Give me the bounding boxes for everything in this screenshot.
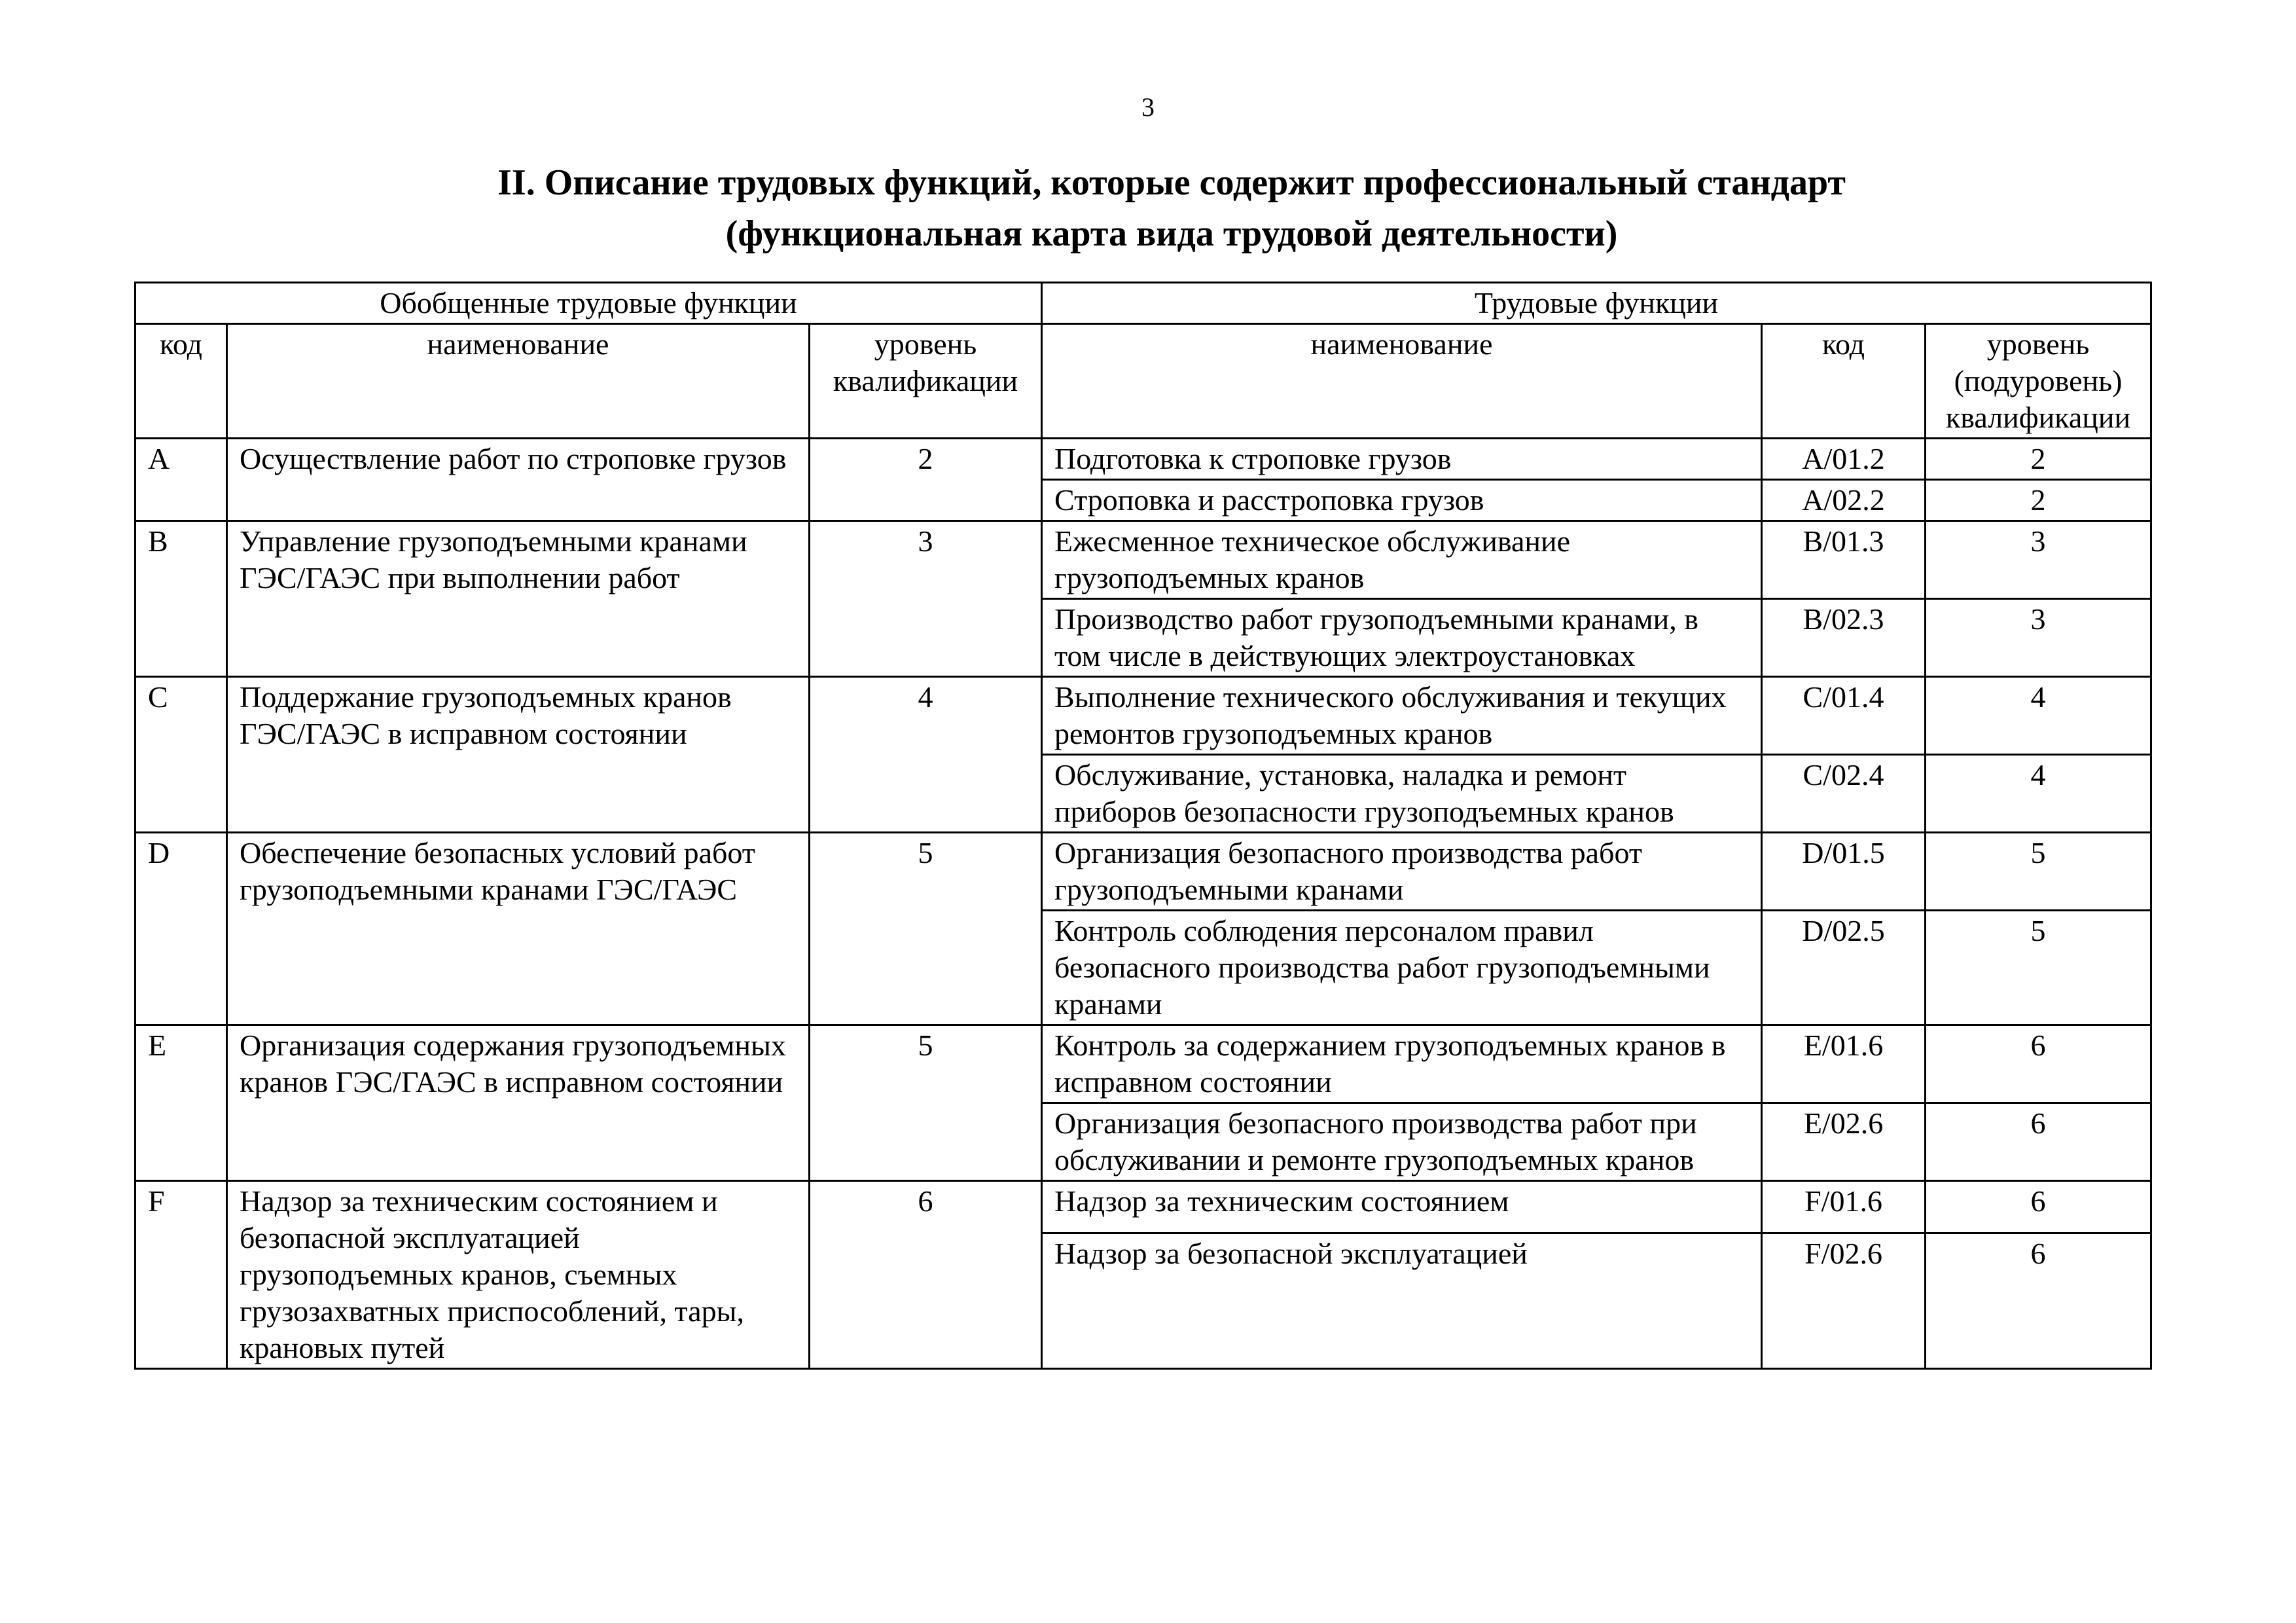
gen-function-level: 4 — [810, 677, 1042, 833]
gen-function-code: E — [135, 1025, 227, 1181]
column-header-gen-level: уровень квалификации — [810, 324, 1042, 439]
gen-function-code: D — [135, 833, 227, 1025]
page-title — [196, 157, 2147, 259]
group-header-row — [135, 283, 2151, 324]
labor-function-level: 4 — [1926, 677, 2151, 755]
page-number: 3 — [1141, 92, 1155, 122]
labor-function-level: 2 — [1926, 439, 2151, 480]
labor-function-name: Надзор за безопасной эксплуатацией — [1042, 1233, 1762, 1369]
labor-function-name: Организация безопасного производства работ при обслуживании и ремонте грузоподъемных кранов — [1042, 1103, 1762, 1181]
table-row — [135, 1025, 2151, 1103]
gen-function-name: Надзор за техническим состоянием и безопасной эксплуатацией грузоподъемных кранов, съемных грузозахватных приспособлений, тары, крановых путей — [227, 1181, 810, 1369]
labor-function-code: C/02.4 — [1762, 755, 1926, 833]
gen-function-code: A — [135, 439, 227, 521]
gen-function-code: C — [135, 677, 227, 833]
table-row — [135, 833, 2151, 911]
gen-function-name: Поддержание грузоподъемных кранов ГЭС/ГАЭС в исправном состоянии — [227, 677, 810, 833]
labor-function-name: Обслуживание, установка, наладка и ремонт приборов безопасности грузоподъемных кранов — [1042, 755, 1762, 833]
functional-map-table — [134, 282, 2152, 1370]
column-header-tf-level: уровень (подуровень) квалификации — [1926, 324, 2151, 439]
labor-function-code: B/02.3 — [1762, 599, 1926, 677]
gen-function-level: 5 — [810, 1025, 1042, 1181]
column-header-tf-code: код — [1762, 324, 1926, 439]
gen-function-name: Управление грузоподъемными кранами ГЭС/ГАЭС при выполнении работ — [227, 521, 810, 677]
labor-function-name: Строповка и расстроповка грузов — [1042, 480, 1762, 521]
gen-function-level: 3 — [810, 521, 1042, 677]
gen-function-code: F — [135, 1181, 227, 1369]
labor-function-code: E/02.6 — [1762, 1103, 1926, 1181]
labor-function-level: 4 — [1926, 755, 2151, 833]
labor-function-level: 5 — [1926, 833, 2151, 911]
labor-function-level: 3 — [1926, 521, 2151, 599]
labor-function-level: 6 — [1926, 1025, 2151, 1103]
gen-function-name: Обеспечение безопасных условий работ грузоподъемными кранами ГЭС/ГАЭС — [227, 833, 810, 1025]
labor-function-level: 2 — [1926, 480, 2151, 521]
gen-function-level: 2 — [810, 439, 1042, 521]
table-row — [135, 439, 2151, 480]
gen-function-level: 5 — [810, 833, 1042, 1025]
labor-function-name: Надзор за техническим состоянием — [1042, 1181, 1762, 1233]
labor-function-code: B/01.3 — [1762, 521, 1926, 599]
gen-function-level: 6 — [810, 1181, 1042, 1369]
gen-function-code: B — [135, 521, 227, 677]
labor-function-name: Контроль за содержанием грузоподъемных кранов в исправном состоянии — [1042, 1025, 1762, 1103]
column-header-gen-code: код — [135, 324, 227, 439]
table-body — [135, 439, 2151, 1369]
labor-function-level: 5 — [1926, 911, 2151, 1025]
labor-function-code: D/01.5 — [1762, 833, 1926, 911]
labor-function-code: A/02.2 — [1762, 480, 1926, 521]
labor-function-code: C/01.4 — [1762, 677, 1926, 755]
labor-function-level: 3 — [1926, 599, 2151, 677]
column-header-row — [135, 324, 2151, 439]
column-header-tf-name: наименование — [1042, 324, 1762, 439]
gen-function-name: Осуществление работ по строповке грузов — [227, 439, 810, 521]
column-header-gen-name: наименование — [227, 324, 810, 439]
labor-function-code: E/01.6 — [1762, 1025, 1926, 1103]
title-line-1: II. Описание трудовых функций, которые содержит профессиональный стандарт — [497, 162, 1846, 203]
labor-function-name: Подготовка к строповке грузов — [1042, 439, 1762, 480]
labor-function-level: 6 — [1926, 1181, 2151, 1233]
labor-function-code: F/01.6 — [1762, 1181, 1926, 1233]
generalized-functions-header: Обобщенные трудовые функции — [135, 283, 1042, 324]
table-row — [135, 521, 2151, 599]
labor-function-code: D/02.5 — [1762, 911, 1926, 1025]
labor-function-code: F/02.6 — [1762, 1233, 1926, 1369]
title-line-2: (функциональная карта вида трудовой деятельности) — [725, 213, 1618, 254]
labor-function-level: 6 — [1926, 1103, 2151, 1181]
labor-functions-header: Трудовые функции — [1042, 283, 2151, 324]
labor-function-name: Контроль соблюдения персоналом правил безопасного производства работ грузоподъемными кранами — [1042, 911, 1762, 1025]
labor-function-level: 6 — [1926, 1233, 2151, 1369]
table-row — [135, 677, 2151, 755]
labor-function-name: Организация безопасного производства работ грузоподъемными кранами — [1042, 833, 1762, 911]
gen-function-name: Организация содержания грузоподъемных кранов ГЭС/ГАЭС в исправном состоянии — [227, 1025, 810, 1181]
labor-function-name: Ежесменное техническое обслуживание грузоподъемных кранов — [1042, 521, 1762, 599]
table-row — [135, 1181, 2151, 1233]
labor-function-name: Производство работ грузоподъемными кранами, в том числе в действующих электроустановках — [1042, 599, 1762, 677]
labor-function-code: A/01.2 — [1762, 439, 1926, 480]
labor-function-name: Выполнение технического обслуживания и текущих ремонтов грузоподъемных кранов — [1042, 677, 1762, 755]
